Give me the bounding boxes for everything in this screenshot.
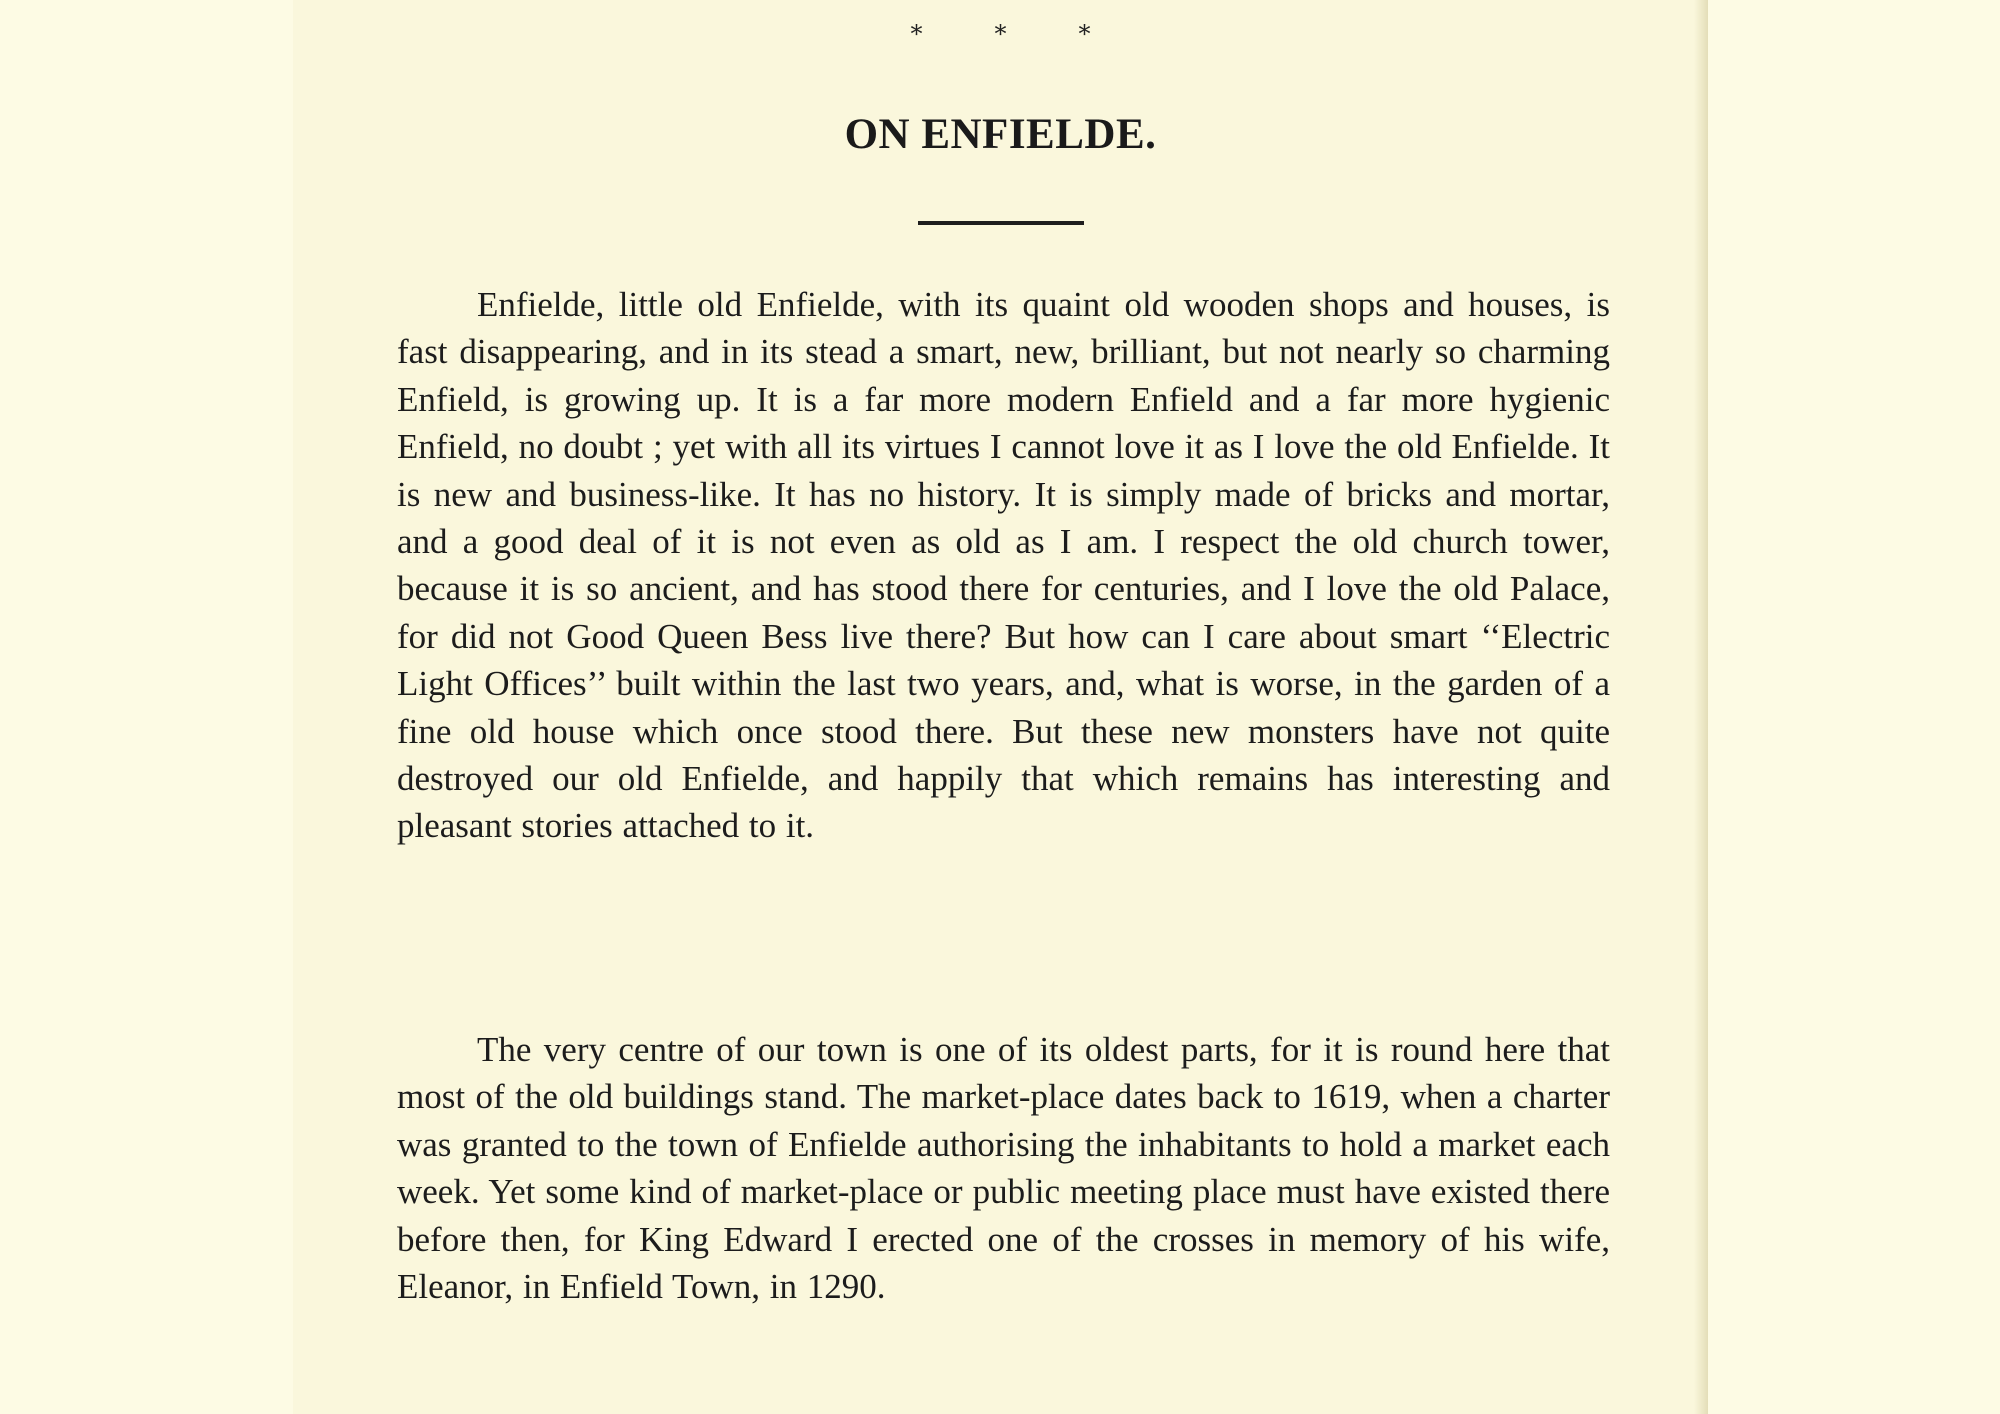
ornament-star: * xyxy=(994,20,1007,48)
paragraph-text: Enfielde, little old Enfielde, with its quaint old wooden shops and houses, is fast disappearing, and in its stead a smart, new, brilliant, but not nearly so charming Enfield, is growing up. It is a far more modern Enfield and a far more hygienic Enfield, no doubt ; yet with all its virtues I cannot love it as I love the old Enfielde. It is new and business-like. It has no history. It is simply made of bricks and mortar, and a good deal of it is not even as old as I am. I respect the old church tower, because it is so ancient, and has stood there for centuries, and I love the old Palace, for did not Good Queen Bess live there? But how can I care about smart ‘‘Electric Light Offices’’ built within the last two years, and, what is worse, in the garden of a fine old house which once stood there. But these new monsters have not quite destroyed our old Enfielde, and happily that which remains has interesting and pleasant stories attached to it. xyxy=(397,285,1610,846)
ornament-star: * xyxy=(910,20,923,48)
book-page xyxy=(293,0,1708,1414)
ornament-stars xyxy=(293,20,1708,48)
title-divider xyxy=(918,221,1084,225)
paragraph-text: The very centre of our town is one of its oldest parts, for it is round here that most of the old buildings stand. The market-place dates back to 1619, when a charter was granted to the town of Enfielde authorising the inhabitants to hold a market each week. Yet some kind of market-place or public meeting place must have existed there before then, for King Edward I erected one of the crosses in memory of his wife, Eleanor, in Enfield Town, in 1290. xyxy=(397,1030,1610,1307)
chapter-title: ON ENFIELDE. xyxy=(844,111,1157,158)
page-edge-shadow xyxy=(1694,0,1708,1414)
paragraph xyxy=(397,281,1610,850)
paragraph xyxy=(397,1026,1610,1310)
ornament-star: * xyxy=(1078,20,1091,48)
